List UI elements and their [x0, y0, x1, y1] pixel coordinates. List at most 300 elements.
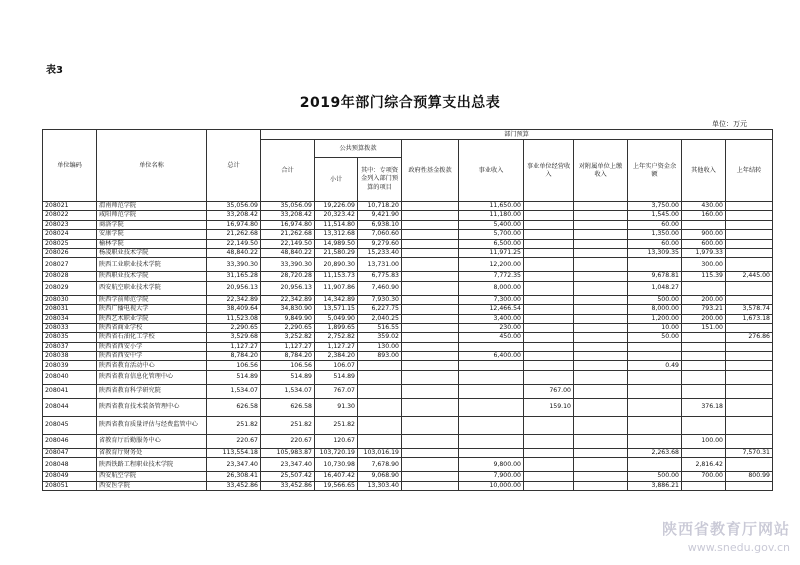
cell-code: 208037 [43, 342, 97, 351]
cell-code: 208039 [43, 361, 97, 370]
cell-subordinate [574, 458, 628, 472]
cell-name: 省教育厅财务处 [97, 448, 207, 457]
cell-gov-fund [402, 230, 459, 239]
cell-special: 9,068.90 [358, 472, 402, 481]
table-row [43, 239, 773, 248]
cell-other: 115.39 [682, 272, 726, 281]
cell-gov-fund [402, 272, 459, 281]
table-row [43, 384, 773, 398]
cell-superior: 0.49 [628, 361, 682, 370]
cell-total: 23,347.40 [207, 458, 261, 472]
cell-subordinate [574, 230, 628, 239]
cell-subtotal-all: 25,507.42 [261, 472, 315, 481]
cell-other: 151.00 [682, 323, 726, 332]
cell-subordinate [574, 272, 628, 281]
cell-carryover [726, 295, 773, 304]
table-row [43, 220, 773, 229]
table-row [43, 448, 773, 457]
cell-business-income [524, 305, 574, 314]
cell-special [358, 361, 402, 370]
cell-total: 113,554.18 [207, 448, 261, 457]
cell-subtotal-all: 34,830.90 [261, 305, 315, 314]
cell-subordinate [574, 481, 628, 490]
cell-superior: 1,350.00 [628, 230, 682, 239]
cell-subtotal-all: 48,840.22 [261, 248, 315, 257]
cell-code: 208035 [43, 333, 97, 342]
cell-business-income: 159.10 [524, 398, 574, 416]
table-row [43, 434, 773, 448]
cell-other [682, 352, 726, 361]
cell-name: 陕西省西安小学 [97, 342, 207, 351]
table-row [43, 314, 773, 323]
cell-special: 7,678.90 [358, 458, 402, 472]
cell-subtotal: 20,890.30 [315, 258, 358, 272]
cell-business-income [524, 481, 574, 490]
table-row [43, 272, 773, 281]
cell-other: 200.00 [682, 314, 726, 323]
cell-code: 208030 [43, 295, 97, 304]
cell-code: 208027 [43, 258, 97, 272]
cell-carryover [726, 416, 773, 434]
cell-name: 西安航空职业技术学院 [97, 281, 207, 295]
cell-carryover [726, 258, 773, 272]
cell-other [682, 281, 726, 295]
cell-special: 9,279.60 [358, 239, 402, 248]
cell-subtotal: 91.30 [315, 398, 358, 416]
table-row [43, 352, 773, 361]
cell-subordinate [574, 239, 628, 248]
cell-career-income [459, 384, 524, 398]
cell-special [358, 434, 402, 448]
cell-other: 600.00 [682, 239, 726, 248]
cell-total: 20,956.13 [207, 281, 261, 295]
cell-carryover [726, 230, 773, 239]
cell-gov-fund [402, 398, 459, 416]
cell-carryover: 2,445.00 [726, 272, 773, 281]
cell-special [358, 416, 402, 434]
cell-business-income [524, 472, 574, 481]
cell-career-income: 11,971.25 [459, 248, 524, 257]
cell-special: 7,460.90 [358, 281, 402, 295]
cell-subtotal-all: 3,252.82 [261, 333, 315, 342]
table-header [43, 130, 773, 202]
cell-subordinate [574, 333, 628, 342]
cell-career-income: 3,400.00 [459, 314, 524, 323]
cell-subtotal-all: 20,956.13 [261, 281, 315, 295]
cell-subordinate [574, 384, 628, 398]
cell-superior: 1,545.00 [628, 211, 682, 220]
table-label: 表3 [46, 65, 63, 76]
cell-gov-fund [402, 202, 459, 211]
table-row [43, 472, 773, 481]
cell-gov-fund [402, 258, 459, 272]
cell-special: 516.55 [358, 323, 402, 332]
cell-subordinate [574, 434, 628, 448]
cell-total: 8,784.20 [207, 352, 261, 361]
cell-other: 2,816.42 [682, 458, 726, 472]
table-row [43, 305, 773, 314]
watermark [662, 518, 790, 554]
cell-other [682, 220, 726, 229]
header-dept-budget: 部门预算 [261, 130, 773, 140]
table-body [43, 202, 773, 491]
cell-total: 38,409.64 [207, 305, 261, 314]
cell-total: 1,534.07 [207, 384, 261, 398]
cell-other: 430.00 [682, 202, 726, 211]
cell-carryover [726, 202, 773, 211]
cell-business-income [524, 314, 574, 323]
cell-subtotal-all: 1,534.07 [261, 384, 315, 398]
cell-career-income: 6,500.00 [459, 239, 524, 248]
cell-subordinate [574, 314, 628, 323]
cell-business-income [524, 342, 574, 351]
cell-special: 6,938.10 [358, 220, 402, 229]
cell-career-income: 11,180.00 [459, 211, 524, 220]
cell-other: 793.21 [682, 305, 726, 314]
cell-carryover [726, 434, 773, 448]
cell-total: 16,974.80 [207, 220, 261, 229]
cell-special: 6,775.83 [358, 272, 402, 281]
cell-code: 208044 [43, 398, 97, 416]
cell-carryover [726, 398, 773, 416]
cell-subtotal-all: 28,720.28 [261, 272, 315, 281]
cell-special: 2,040.25 [358, 314, 402, 323]
cell-total: 48,840.22 [207, 248, 261, 257]
cell-carryover: 800.99 [726, 472, 773, 481]
cell-career-income [459, 342, 524, 351]
cell-special: 13,303.40 [358, 481, 402, 490]
cell-special: 6,227.75 [358, 305, 402, 314]
cell-code: 208049 [43, 472, 97, 481]
table-row [43, 333, 773, 342]
cell-carryover [726, 342, 773, 351]
cell-code: 208031 [43, 305, 97, 314]
cell-subordinate [574, 220, 628, 229]
cell-carryover [726, 211, 773, 220]
table-row [43, 370, 773, 384]
cell-special: 130.00 [358, 342, 402, 351]
cell-business-income [524, 258, 574, 272]
header-code: 单位编码 [43, 130, 97, 202]
cell-career-income: 6,400.00 [459, 352, 524, 361]
cell-superior: 3,886.21 [628, 481, 682, 490]
cell-gov-fund [402, 448, 459, 457]
cell-total: 251.82 [207, 416, 261, 434]
cell-business-income [524, 448, 574, 457]
cell-code: 208029 [43, 281, 97, 295]
cell-subtotal-all: 8,784.20 [261, 352, 315, 361]
cell-code: 208033 [43, 323, 97, 332]
cell-superior [628, 342, 682, 351]
cell-subtotal-all: 33,390.30 [261, 258, 315, 272]
cell-subordinate [574, 323, 628, 332]
table-row [43, 202, 773, 211]
cell-subordinate [574, 352, 628, 361]
cell-superior: 500.00 [628, 472, 682, 481]
cell-subtotal: 767.07 [315, 384, 358, 398]
cell-career-income: 12,200.00 [459, 258, 524, 272]
cell-business-income [524, 333, 574, 342]
cell-carryover [726, 481, 773, 490]
table-row [43, 323, 773, 332]
cell-name: 陕西省教育科学研究院 [97, 384, 207, 398]
cell-career-income: 8,000.00 [459, 281, 524, 295]
cell-subtotal: 5,049.90 [315, 314, 358, 323]
cell-business-income [524, 272, 574, 281]
cell-code: 208047 [43, 448, 97, 457]
cell-career-income [459, 370, 524, 384]
cell-code: 208024 [43, 230, 97, 239]
cell-superior: 60.00 [628, 220, 682, 229]
cell-code: 208046 [43, 434, 97, 448]
cell-subtotal: 14,342.89 [315, 295, 358, 304]
cell-subordinate [574, 248, 628, 257]
cell-subtotal-all: 22,342.89 [261, 295, 315, 304]
cell-business-income [524, 352, 574, 361]
cell-superior [628, 384, 682, 398]
cell-code: 208041 [43, 384, 97, 398]
budget-table [42, 129, 773, 491]
cell-subtotal-all: 514.89 [261, 370, 315, 384]
cell-special [358, 370, 402, 384]
cell-subordinate [574, 281, 628, 295]
cell-name: 陕西省石油化工学校 [97, 333, 207, 342]
cell-superior: 8,000.00 [628, 305, 682, 314]
cell-business-income [524, 458, 574, 472]
cell-special: 7,930.30 [358, 295, 402, 304]
table-row [43, 398, 773, 416]
cell-code: 208028 [43, 272, 97, 281]
cell-subordinate [574, 416, 628, 434]
cell-subtotal: 14,989.50 [315, 239, 358, 248]
cell-business-income [524, 416, 574, 434]
watermark-name: 陕西省教育厅网站 [661, 520, 790, 538]
cell-subtotal: 19,566.65 [315, 481, 358, 490]
table-row [43, 230, 773, 239]
cell-subtotal-all: 33,452.86 [261, 481, 315, 490]
cell-name: 陕西艺术职业学院 [97, 314, 207, 323]
cell-superior: 10.00 [628, 323, 682, 332]
cell-other: 100.00 [682, 434, 726, 448]
cell-other: 700.00 [682, 472, 726, 481]
cell-gov-fund [402, 434, 459, 448]
cell-name: 杨凌职业技术学院 [97, 248, 207, 257]
cell-subtotal: 13,571.15 [315, 305, 358, 314]
cell-subordinate [574, 472, 628, 481]
cell-superior [628, 434, 682, 448]
cell-subtotal-all: 105,983.87 [261, 448, 315, 457]
header-special: 其中：专项资金列入部门预算的项目 [358, 158, 402, 202]
cell-total: 33,390.30 [207, 258, 261, 272]
cell-name: 安康学院 [97, 230, 207, 239]
cell-subtotal-all: 626.58 [261, 398, 315, 416]
cell-business-income [524, 220, 574, 229]
cell-code: 208026 [43, 248, 97, 257]
header-business-income: 事业单位经营收入 [524, 140, 574, 202]
cell-other [682, 384, 726, 398]
cell-superior [628, 258, 682, 272]
cell-subtotal: 251.82 [315, 416, 358, 434]
cell-special: 359.02 [358, 333, 402, 342]
cell-subtotal: 1,127.27 [315, 342, 358, 351]
cell-total: 220.67 [207, 434, 261, 448]
cell-total: 33,452.86 [207, 481, 261, 490]
cell-name: 省教育厅后勤服务中心 [97, 434, 207, 448]
cell-code: 208048 [43, 458, 97, 472]
cell-special: 9,421.90 [358, 211, 402, 220]
cell-carryover [726, 370, 773, 384]
table-row [43, 458, 773, 472]
cell-gov-fund [402, 361, 459, 370]
header-total: 总计 [207, 130, 261, 202]
cell-superior [628, 398, 682, 416]
cell-other: 160.00 [682, 211, 726, 220]
cell-business-income [524, 202, 574, 211]
cell-special: 103,016.19 [358, 448, 402, 457]
cell-special: 893.00 [358, 352, 402, 361]
cell-superior: 1,048.27 [628, 281, 682, 295]
cell-subtotal: 120.67 [315, 434, 358, 448]
header-carryover: 上年结转 [726, 140, 773, 202]
cell-subtotal-all: 35,056.09 [261, 202, 315, 211]
cell-business-income [524, 248, 574, 257]
cell-business-income [524, 239, 574, 248]
cell-gov-fund [402, 384, 459, 398]
cell-carryover [726, 323, 773, 332]
cell-code: 208034 [43, 314, 97, 323]
page-title: 2019年部门综合预算支出总表 [299, 95, 501, 111]
cell-other [682, 370, 726, 384]
cell-subtotal: 21,580.29 [315, 248, 358, 257]
cell-gov-fund [402, 314, 459, 323]
cell-business-income [524, 434, 574, 448]
cell-career-income: 10,000.00 [459, 481, 524, 490]
cell-career-income: 12,466.54 [459, 305, 524, 314]
cell-subtotal-all: 23,347.40 [261, 458, 315, 472]
cell-subtotal: 20,323.42 [315, 211, 358, 220]
cell-carryover [726, 458, 773, 472]
cell-carryover [726, 384, 773, 398]
cell-superior: 13,309.35 [628, 248, 682, 257]
cell-superior: 60.00 [628, 239, 682, 248]
cell-superior: 50.00 [628, 333, 682, 342]
cell-subtotal: 1,899.65 [315, 323, 358, 332]
cell-carryover [726, 361, 773, 370]
cell-code: 208022 [43, 211, 97, 220]
cell-special [358, 398, 402, 416]
cell-career-income: 5,700.00 [459, 230, 524, 239]
cell-code: 208038 [43, 352, 97, 361]
cell-subtotal-all: 22,149.50 [261, 239, 315, 248]
cell-carryover [726, 352, 773, 361]
cell-gov-fund [402, 248, 459, 257]
cell-total: 35,056.09 [207, 202, 261, 211]
cell-subtotal-all: 16,974.80 [261, 220, 315, 229]
cell-career-income: 9,800.00 [459, 458, 524, 472]
cell-carryover [726, 248, 773, 257]
cell-subtotal: 103,720.19 [315, 448, 358, 457]
cell-carryover: 1,673.18 [726, 314, 773, 323]
cell-total: 626.58 [207, 398, 261, 416]
cell-other [682, 342, 726, 351]
cell-other: 1,979.33 [682, 248, 726, 257]
cell-gov-fund [402, 295, 459, 304]
cell-business-income [524, 370, 574, 384]
cell-special: 7,060.60 [358, 230, 402, 239]
table-row [43, 481, 773, 490]
cell-total: 33,208.42 [207, 211, 261, 220]
cell-subtotal: 11,907.86 [315, 281, 358, 295]
cell-other: 900.00 [682, 230, 726, 239]
cell-special: 15,233.40 [358, 248, 402, 257]
cell-subordinate [574, 305, 628, 314]
cell-name: 陕西省商业学校 [97, 323, 207, 332]
cell-superior: 500.00 [628, 295, 682, 304]
cell-name: 陕西广播电视大学 [97, 305, 207, 314]
cell-name: 陕西工业职业技术学院 [97, 258, 207, 272]
cell-code: 208045 [43, 416, 97, 434]
cell-career-income: 230.00 [459, 323, 524, 332]
cell-business-income [524, 281, 574, 295]
cell-other [682, 361, 726, 370]
cell-superior: 9,678.81 [628, 272, 682, 281]
cell-subtotal: 11,514.80 [315, 220, 358, 229]
cell-other [682, 333, 726, 342]
cell-other: 200.00 [682, 295, 726, 304]
cell-gov-fund [402, 323, 459, 332]
cell-other: 376.18 [682, 398, 726, 416]
cell-career-income [459, 448, 524, 457]
cell-career-income: 7,300.00 [459, 295, 524, 304]
cell-career-income: 11,650.00 [459, 202, 524, 211]
cell-business-income [524, 211, 574, 220]
cell-other [682, 448, 726, 457]
cell-other: 300.00 [682, 258, 726, 272]
cell-gov-fund [402, 416, 459, 434]
header-other: 其他收入 [682, 140, 726, 202]
cell-total: 26,308.41 [207, 472, 261, 481]
cell-carryover [726, 239, 773, 248]
cell-name: 陕西省教育活动中心 [97, 361, 207, 370]
cell-subtotal-all: 251.82 [261, 416, 315, 434]
cell-name: 陕西铁路工程职业技术学院 [97, 458, 207, 472]
cell-name: 咸阳师范学院 [97, 211, 207, 220]
unit-label: 单位：万元 [712, 120, 747, 128]
cell-career-income: 7,900.00 [459, 472, 524, 481]
cell-total: 22,149.50 [207, 239, 261, 248]
table-row [43, 295, 773, 304]
cell-total: 11,523.08 [207, 314, 261, 323]
cell-superior [628, 458, 682, 472]
cell-gov-fund [402, 370, 459, 384]
cell-career-income [459, 361, 524, 370]
cell-name: 西安航空学院 [97, 472, 207, 481]
header-name: 单位名称 [97, 130, 207, 202]
cell-subordinate [574, 342, 628, 351]
cell-total: 1,127.27 [207, 342, 261, 351]
cell-subtotal-all: 1,127.27 [261, 342, 315, 351]
cell-code: 208021 [43, 202, 97, 211]
cell-gov-fund [402, 472, 459, 481]
cell-name: 渭南师范学院 [97, 202, 207, 211]
header-subordinate: 对附属单位上缴收入 [574, 140, 628, 202]
cell-subtotal-all: 220.67 [261, 434, 315, 448]
cell-name: 陕西省教育技术装备管理中心 [97, 398, 207, 416]
cell-special: 10,718.20 [358, 202, 402, 211]
header-public-budget: 公共预算拨款 [315, 140, 402, 158]
cell-business-income [524, 230, 574, 239]
cell-total: 514.89 [207, 370, 261, 384]
